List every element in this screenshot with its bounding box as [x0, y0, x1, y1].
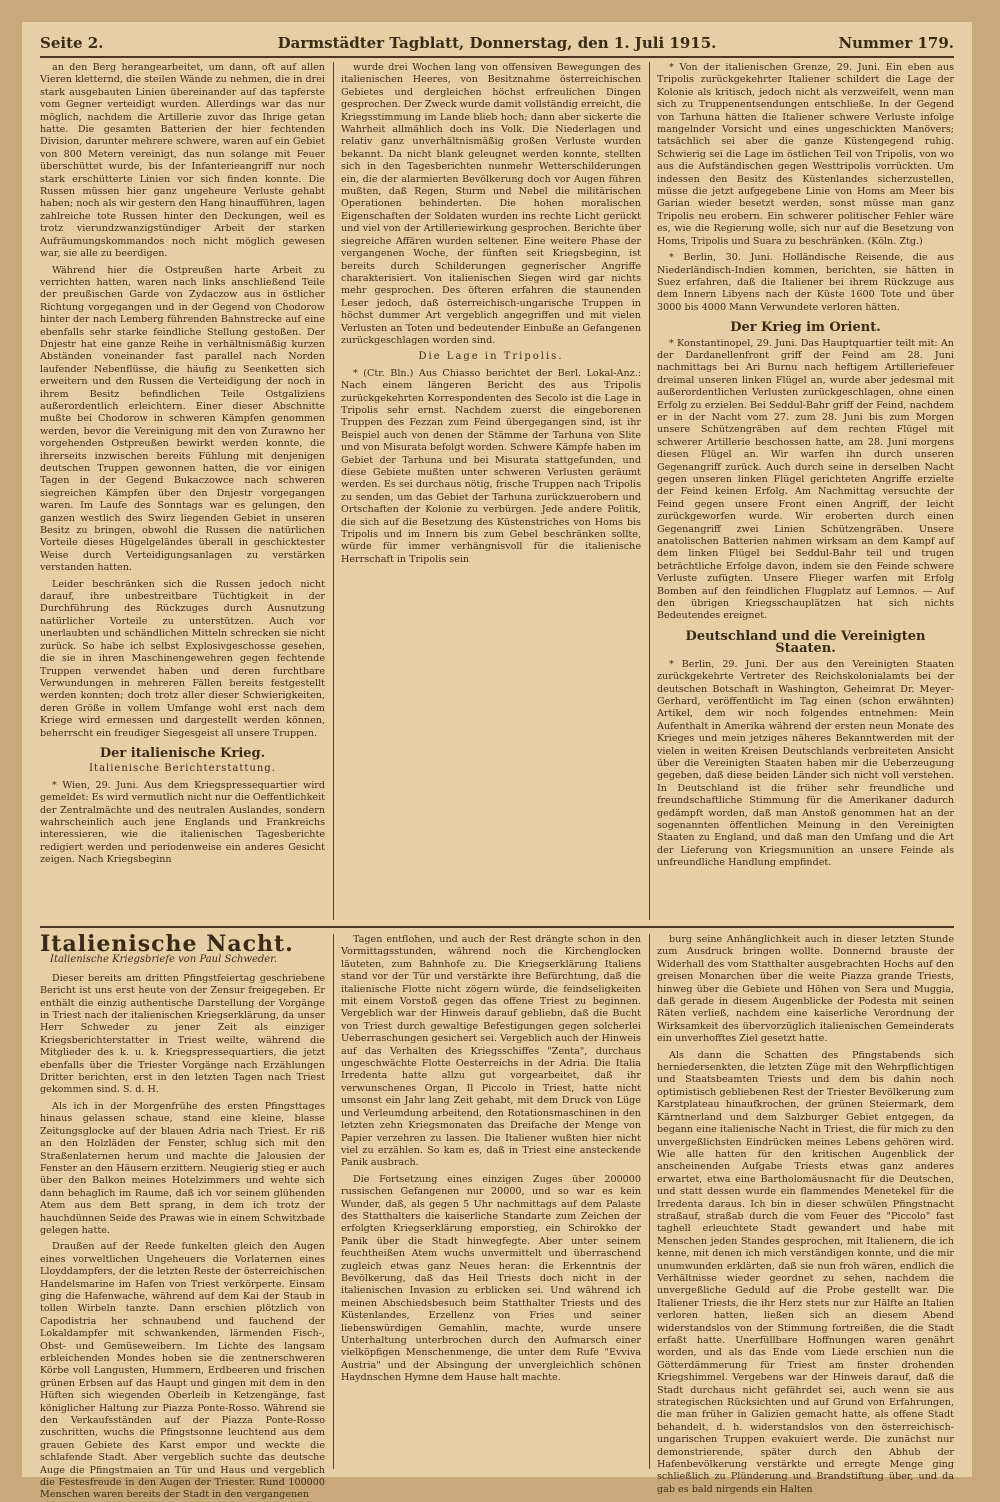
masthead [40, 30, 954, 58]
section-heading-tripolis: Die Lage in Tripolis. [418, 351, 564, 363]
article-paragraph: Als ich in der Morgenfrühe des ersten Pfingsttages hinaus gelassen schaue, stand eine kleine, blasse Zeitungsglocke auf der blauen Adria nach Triest. Er riß an den Holzläden der Fenster, schlug sich mit den Straßenlaternen herum und machte die Jalousien der Fenster an den Häusern erzittern. Neugierig stieg er auch über den Balkon meines Hotelzimmers und wehte sich dann behaglich im Raume, daß ich vor seinem glühenden Atem aus dem Bett sprang, in dem ich trotz der hauchdünnen Seide des Prawas wie in einem Schwitzbade gelegen hatte. [40, 1100, 325, 1236]
article-paragraph: an den Berg herangearbeitet, um dann, oft auf allen Vieren kletternd, die steilen Wände zu nehmen, die in drei stark ausgebauten Linien übereinander auf das tapferste vom Gegner verteidigt wurden. Allerdings war das nur möglich, nachdem die Artillerie zuvor das Ihrige getan hatte. Die gesamten Batterien der hier fechtenden Division, darunter mehrere schwere, waren auf ein Gebiet von 800 Metern vereinigt, das nun solange mit Feuer überschüttet wurde, bis der Infanterieangriff nur noch stark erschütterte Linien vor sich finden konnte. Die Russen müssen hier ganz ungeheure Verluste gehabt haben; noch als wir gestern den Hang hinaufführen, lagen zahlreiche tote Russen hinter den Deckungen, weil es trotz vierundzwanzigstündiger Arbeit der starken Aufräumungskommandos noch nicht möglich gewesen war, sie alle zu beerdigen. [40, 62, 325, 260]
feuilleton-column-3 [657, 934, 954, 1495]
article-paragraph: * (Ctr. Bln.) Aus Chiasso berichtet der Berl. Lokal-Anz.: Nach einem längeren Bericht des aus Tripolis zurückgekehrten Korrespondenten des Secolo ist die Lage in Tripolis sehr ernst. Nachdem zuerst die eingeborenen Truppen des Fezzan zum Feind übergegangen sind, ist ihr Beispiel auch von denen der Stämme der Tarhuna von Slite und von Misurata befolgt worden. Schwere Kämpfe haben im Gebiet der Tarhuna und bei Misurata stattgefunden, und diese Gebiete mußten unter schweren Verlusten geräumt werden. Es sei durchaus nötig, frische Truppen nach Tripolis zu senden, um das Gebiet der Tarhuna zurückzuerobern und Ortschaften der Kolonie zu verbürgen. Jede andere Politik, die sich auf die Besetzung des Küstenstriches von Homs bis Tripolis und im Innern bis zum Gebel beschränken sollte, würde für immer verhängnisvoll für die italienische Herrschaft in Tripolis sein [341, 367, 641, 565]
feuilleton-author: Italienische Kriegsbriefe von Paul Schweder. [50, 954, 278, 966]
article-paragraph: Leider beschränken sich die Russen jedoch nicht darauf, ihre unbestreitbare Tüchtigkeit in der Durchführung des Rückzuges durch Ausnutzung natürlicher Vorteile zu unterstützen. Auch vor unerlaubten und schändlichen Mitteln schrecken sie nicht zurück. So habe ich selbst Explosivgeschosse gesehen, die sie in ihren Maschinengewehren gegen fechtende Truppen verwendet haben und deren furchtbare Verwundungen in mehreren Fällen bereits festgestellt werden konnten; doch trotz aller dieser Schwierigkeiten, deren Größe in vollem Umfange wohl erst nach dem Kriege wird ermessen und dargestellt werden können, beherrscht ein freudiger Siegesgeist all unsere Truppen. [40, 578, 325, 739]
article-paragraph: Die Fortsetzung eines einzigen Zuges über 200000 russischen Gefangenen nur 20000, und so war es kein Wunder, daß, als gegen 5 Uhr nachmittags auf dem Palaste des Statthalters die kaiserliche Standarte zum Zeichen der erfolgten Kriegserklärung emporstieg, ein Schirokko der Panik über die Stadt hinwegfegte. Aber unter seinem feuchtheißen Atem wuchs unvermittelt und überraschend zugleich etwas ganz Neues heran: die Erkenntnis der Bevölkerung, daß das Heil Triests doch nicht in der italienischen Invasion zu erblicken sei. Und während ich meinen Abschiedsbesuch beim Statthalter Triests und des Küstenlandes, Erzellenz von Fries und seiner liebenswürdigen Gemahlin, machte, wurde unsere Unterhaltung unterbrochen durch den Aufmarsch einer vielköpfigen Menschenmenge, die unter dem Rufe "Evviva Austria" und der Absingung der unvergleichlich schönen Haydnschen Hymne dem Hause halt machte. [341, 1173, 641, 1384]
article-paragraph: * Konstantinopel, 29. Juni. Das Hauptquartier teilt mit: An der Dardanellenfront griff der Feind am 28. Juni nachmittags bei Ari Burnu nach heftigem Artilleriefeuer dreimal unseren linken Flügel an, wurde aber jedesmal mit außerordentlichen Verlusten zurückgeschlagen, ohne einen Erfolg zu erzielen. Bei Seddul-Bahr griff der Feind, nachdem er in der Nacht vom 27. zum 28. Juni bis zum Morgen unsere Schützengräben auf dem rechten Flügel mit schwerer Artillerie beschossen hatte, am 28. Juni morgens diesen Flügel an. Wir warfen ihn durch unseren Gegenangriff zurück. Auch durch seine in derselben Nacht gegen unseren linken Flügel gerichteten Angriffe erzielte der Feind keinen Erfolg. Am Nachmittag versuchte der Feind gegen unsere Front einen Angriff, der leicht zurückgeworfen wurde. Wir eroberten durch einen Gegenangriff zwei Linien Schützengräben. Unsere anatolischen Batterien nahmen wirksam an dem Kampf auf dem linken Flügel bei Seddul-Bahr teil und trugen beträchtliche Erfolge davon, indem sie den Feinde schwere Verluste zufügten. Unsere Flieger warfen mit Erfolg Bomben auf den feindlichen Flugplatz auf Lemnos. — Auf den übrigen Kriegsschauplätzen hat sich nichts Bedeutendes ereignet. [657, 337, 954, 622]
column-2 [341, 62, 641, 920]
article-paragraph: burg seine Anhänglichkeit auch in dieser letzten Stunde zum Ausdruck bringen wollte. Donnernd brauste der Widerhall des vom Statthalter ausgebrachten Hochs auf den greisen Monarchen über die weite Piazza grande Triests, hinweg über die Gebiete und Höhen von Sera und Muggia, daß gerade in diesem Augenblicke der Podesta mit seinen Räten verließ, nachdem eine kaiserliche Verordnung der Wirksamkeit des übervorzüglich italienischen Gemeinderats ein unverhofftes Ziel gesetzt hatte. [657, 934, 954, 1045]
feuilleton-column-1 [40, 931, 325, 1501]
section-heading-usa: Deutschland und die Vereinigten Staaten. [685, 628, 926, 657]
article-paragraph: * Von der italienischen Grenze, 29. Juni. Ein eben aus Tripolis zurückgekehrter Italiener schildert die Lage der Kolonie als kritisch, jedoch nicht als verzweifelt, wenn man sich zu Truppenentsendungen entschließe. In der Gegend von Tarhuna hätten die Italiener schwere Verluste infolge mangelnder Vorsicht und eines ungeschickten Manövers; tatsächlich sei aber die ganze Küstengegend ruhig. Schwierig sei die Lage im östlichen Teil von Tripolis, von wo aus die Aufständischen gegen Westtripolis vorrückten. Um indessen den Besitz des Küstenlandes sicherzustellen, müsse die jetzt aufgegebene Linie von Homs am Meer bis Garian wieder besetzt werden, sonst müsse man ganz Tripolis neu erobern. Ein schwerer politischer Fehler wäre es, wie die Regierung wolle, sich nur auf die Besetzung von Homs, Tripolis und Suara zu beschränken. (Köln. Ztg.) [657, 62, 954, 247]
column-divider [649, 62, 650, 920]
column-1 [40, 62, 325, 920]
column-divider [333, 934, 334, 1469]
article-paragraph: * Berlin, 30. Juni. Holländische Reisende, die aus Niederländisch-Indien kommen, berichten, sie hätten in Suez erfahren, daß die Italiener bei ihrem Rückzuge aus dem Innern Libyens nach der Küste 1600 Tote und über 3000 bis 4000 Mann Verwundete verloren hätten. [657, 252, 954, 313]
article-paragraph: * Berlin, 29. Juni. Der aus den Vereinigten Staaten zurückgekehrte Vertreter des Reichskolonialamts bei der deutschen Botschaft in Washington, Geheimrat Dr. Meyer-Gerhard, veröffentlicht im Tag einen (schon erwähnten) Artikel, dem wir noch folgendes entnehmen: Mein Aufenthalt in Amerika während der ersten neun Monate des Krieges und mein jetziges näheres Bekanntwerden mit der vielen in weiten Kreisen Deutschlands verbreiteten Ansicht über die Vereinigten Staaten haben mir die Ueberzeugung gegeben, daß diese beiden Länder sich nicht voll verstehen. In Deutschland ist die früher sehr freundliche und freundschaftliche Stimmung für die Amerikaner dadurch gedämpft worden, daß man Anstoß genommen hat an der sogenannten öffentlichen Meinung in den Vereinigten Staaten zu England, und daß man den Umfang und die Art der Lieferung von Kriegsmunition an unsere Feinde als unfreundliche Handlung empfindet. [657, 658, 954, 869]
section-heading-orient: Der Krieg im Orient. [730, 320, 881, 336]
column-3 [657, 62, 954, 920]
article-paragraph: Draußen auf der Reede funkelten gleich den Augen eines vorweltlichen Ungeheuers die Vorlaternen eines Lloyddampfers, der die letzten Reste der österreichischen Handelsmarine im Hafen von Triest verkörperte. Einsam ging die Hafenwache, während auf dem Kai der Staub in tollen Wirbeln tanzte. Dann erschien plötzlich von Capodistria her schnaubend und fauchend der Lokaldampfer mit schwankenden, lärmenden Fisch-, Obst- und Gemüseweibern. Im Lichte des langsam erbleichenden Mondes hoben sie die zentnerschweren Körbe voll Langusten, Hummern, Erdbeeren und frischen grünen Erbsen auf das Haupt und gingen mit dem in den Hüften sich wiegenden Oberleib in Ketzengänge, fast königlicher Haltung zur Piazza Ponte-Rosso. Während sie den Verkaufsständen auf der Piazza Ponte-Rosso zuschritten, wuchs die Pfingstsonne leuchtend aus dem grauen Gebiete des Karst empor und weckte die schlafende Stadt. Aber vergeblich suchte das deutsche Auge die Pfingstmaien an Tür und Haus und vergeblich die Festesfreude in den Augen der Triester. Rund 100000 Menschen waren bereits der Stadt in den vergangenen [40, 1241, 325, 1501]
feuilleton-divider [40, 926, 954, 928]
feuilleton-title: Italienische Nacht. [40, 931, 294, 957]
newspaper-page [22, 22, 972, 1501]
page-label: Seite 2. [40, 34, 104, 52]
section-subheading: Italienische Berichterstattung. [89, 763, 276, 775]
issue-number: Nummer 179. [838, 34, 954, 52]
article-paragraph: Tagen entflohen, und auch der Rest drängte schon in den Vormittagsstunden, während noch die Kirchenglocken läuteten, zum Bahnhofe zu. Die Kriegserklärung Italiens stand vor der Tür und verstärkte ihre Befürchtung, daß die italienische Flotte nicht zögern würde, die feindseligkeiten mit einem Vorstoß gegen das offene Triest zu beginnen. Vergeblich war der Hinweis darauf gebliebn, daß die Bucht von Triest durch gewaltige Befestigungen gegen solcherlei Ueberraschungen gesichert sei. Vergeblich auch der Hinweis auf das Verhalten des Kriegsschiffes "Zenta", durchaus ungeschwächte Flotte Oesterreichs in der Adria. Die Italia Irredenta hatte allzu gut vorgearbeitet, daß ihr verwunschenes Organ, Il Piccolo in Triest, hatte nicht umsonst ein Jahr lang Zeit gehabt, mit dem Druck von Lüge und Verleumdung arbeitend, den Rotationsmaschinen in den letzten zehn Kriegsmonaten das Dreifache der Menge von Papier verzehren zu lassen. Die Italiener wußten hier nicht viel zu erzählen. So kam es, daß in Triest eine ansteckende Panik ausbrach. [341, 934, 641, 1169]
column-divider [333, 62, 334, 920]
article-paragraph: Während hier die Ostpreußen harte Arbeit zu verrichten hatten, waren nach links anschließend Teile der preußischen Garde von Zydaczow aus in östlicher Richtung vorgegangen und in der Gegend von Chodorow hinter der nach Lemberg führenden Bahnstrecke auf eine ebenfalls sehr starke feindliche Stellung gestoßen. Der Dnjestr hat eine ganze Reihe in verhältnismäßig kurzen Abständen voneinander fast parallel nach Norden laufender Nebenflüsse, die häufig zu Seenketten sich erweitern und den Russen die Verteidigung der noch in ihrem Besitz befindlichen Teile Ostgaliziens außerordentlich erleichtern. Einer dieser Abschnitte mußte bei Chodorow in schweren Kämpfen genommen werden, bevor die Vereinigung mit den von Zurawno her vorgehenden Ostpreußen bewirkt werden konnte, die ihrerseits inzwischen bereits Fühlung mit denjenigen deutschen Truppen gewonnen hatten, die vor einigen Tagen in der Gegend Bukaczowce nach schweren siegreichen Kämpfen über den Dnjestr vorgegangen waren. Im Laufe des Sonntags war es gelungen, den ganzen westlich des Swirz liegenden Gebiet in unseren Besitz zu bringen, obwohl die Russen die natürlichen Vorteile dieses Hügelgeländes überall in geschicktester Weise durch Verteidigungsanlagen zu verstärken verstanden hatten. [40, 264, 325, 574]
article-paragraph: Dieser bereits am dritten Pfingstfeiertag geschriebene Bericht ist uns erst heute von der Zensur freigegeben. Er enthält die einzig authentische Darstellung der Vorgänge in Triest nach der italienischen Kriegserklärung, da unser Herr Schweder zu jener Zeit als einziger Kriegsberichterstatter in Triest weilte, während die Mitglieder des k. u. k. Kriegspressequartiers, die jetzt ebenfalls über die Triester Vorgänge nach Erzählungen Dritter berichten, erst in den letzten Tagen nach Triest gekommen sind. S. d. H. [40, 972, 325, 1096]
column-divider [649, 934, 650, 1469]
section-heading-italian-war: Der italienische Krieg. [99, 745, 266, 761]
newspaper-title: Darmstädter Tagblatt, Donnerstag, den 1. Juli 1915. [277, 34, 717, 52]
article-paragraph: * Wien, 29. Juni. Aus dem Kriegspressequartier wird gemeldet: Es wird vermutlich nicht nur die Oeffentlichkeit der Zentralmächte und des neutralen Auslandes, sondern wahrscheinlich auch jene Englands und Frankreichs interessieren, wie die italienischen Tagesberichte redigiert werden und periodenweise ein anderes Gesicht zeigen. Nach Kriegsbeginn [40, 779, 326, 866]
article-paragraph: Als dann die Schatten des Pfingstabends sich herniedersenkten, die letzten Züge mit den Wehrpflichtigen und Staatsbeamten Triests und dem bis dahin noch optimistisch gebliebenen Rest der Triester Bevölkerung zum Karstplateau hinaufkrochen, der grünen Steiermark, dem Kärntnerland und dem Salzburger Gebiet entgegen, da begann eine italienische Nacht in Triest, die für mich zu den unvergeßlichsten Eindrücken meines Lebens gehören wird. Wie alle hatten für den kritischen Augenblick der anscheinenden Aufgabe Triests etwas ganz anderes erwartet, etwa eine Bartholomäusnacht für die Deutschen, und statt dessen wurde ein flammendes Menetekel für die Irredenta daraus. Ich bin in dieser schwülen Pfingstnacht straßauf, straßab durch die vom Feuer des "Piccolo" fast taghell erleuchtete Stadt gewandert und habe mit Menschen jeden Standes gesprochen, mit Italienern, die ich kenne, mit denen ich mich verständigen konnte, und die mir unumwunden erklärten, daß sie nun froh wären, endlich die Verhältnisse wieder geordnet zu sehen, nachdem die unvergeßliche Geduld auf die Probe gestellt war. Die Italiener Triests, die ihr Herz stets nur zur Hälfte an Italien verloren hatten, ließen sich an diesem Abend widerstandslos von der Stimmung fortreißen, die die Stadt erfaßt hatte. Unerfüllbare Hoffnungen waren genährt worden, und als das Ende vom Liede erschien nun die Götterdämmerung für Triest am finster drohenden Kriegshimmel. Vergebens war der Hinweis darauf, daß die Stadt durchaus nicht gefährdet sei, auch wenn sie aus strategischen Rücksichten und auf Grund von Erfahrungen, die man früher in Galizien gemacht hatte, als offene Stadt behandelt, d. h. widerstandslos von den österreichisch-ungarischen Truppen evakuiert werde. Die zunächst nur demonstrierende, später durch den Abhub der Hafenbevölkerung verstärkte und erregte Menge ging schließlich zu Plünderung und Brandstiftung über, und da gab es bald nirgends ein Halten [657, 1049, 954, 1495]
article-paragraph: wurde drei Wochen lang von offensiven Bewegungen des italienischen Heeres, von Besitznahme österreichischen Gebietes und dergleichen höchst erfreulichen Dingen gesprochen. Der Zweck wurde damit vollständig erreicht, die Kriegsstimmung im Lande blieb hoch; dann aber sickerte die Wahrheit allmählich doch ins Volk. Die Niederlagen und relativ ganz unverhältnismäßig großen Verluste wurden bekannt. Da nicht blank geleugnet werden konnte, stellten sich in den Tagesberichten nunmehr Wetterschilderungen ein, die der alarmierten Bevölkerung doch vor Augen führen mußten, daß Regen, Sturm und Nebel die militärischen Operationen behinderten. Die hohen moralischen Eigenschaften der Soldaten wurden ins rechte Licht gerückt und viel von der Artilleriewirkung gesprochen. Berichte über siegreiche Affären wurden seltener. Eine weitere Phase der vergangenen Woche, der fünften seit Kriegsbeginn, ist bereits durch Schilderungen gegnerischer Angriffe charakterisiert. Von italienischen Siegen wird gar nichts mehr gesprochen. Des öfteren erfahren die staunenden Leser jedoch, daß österreichisch-ungarische Truppen in höchst dummer Art vergeblich angegriffen und mit vielen Verlusten an Toten und bedeutender Einbuße an Gefangenen zurückgeschlagen worden sind. [341, 62, 641, 346]
feuilleton-column-2 [341, 934, 641, 1469]
